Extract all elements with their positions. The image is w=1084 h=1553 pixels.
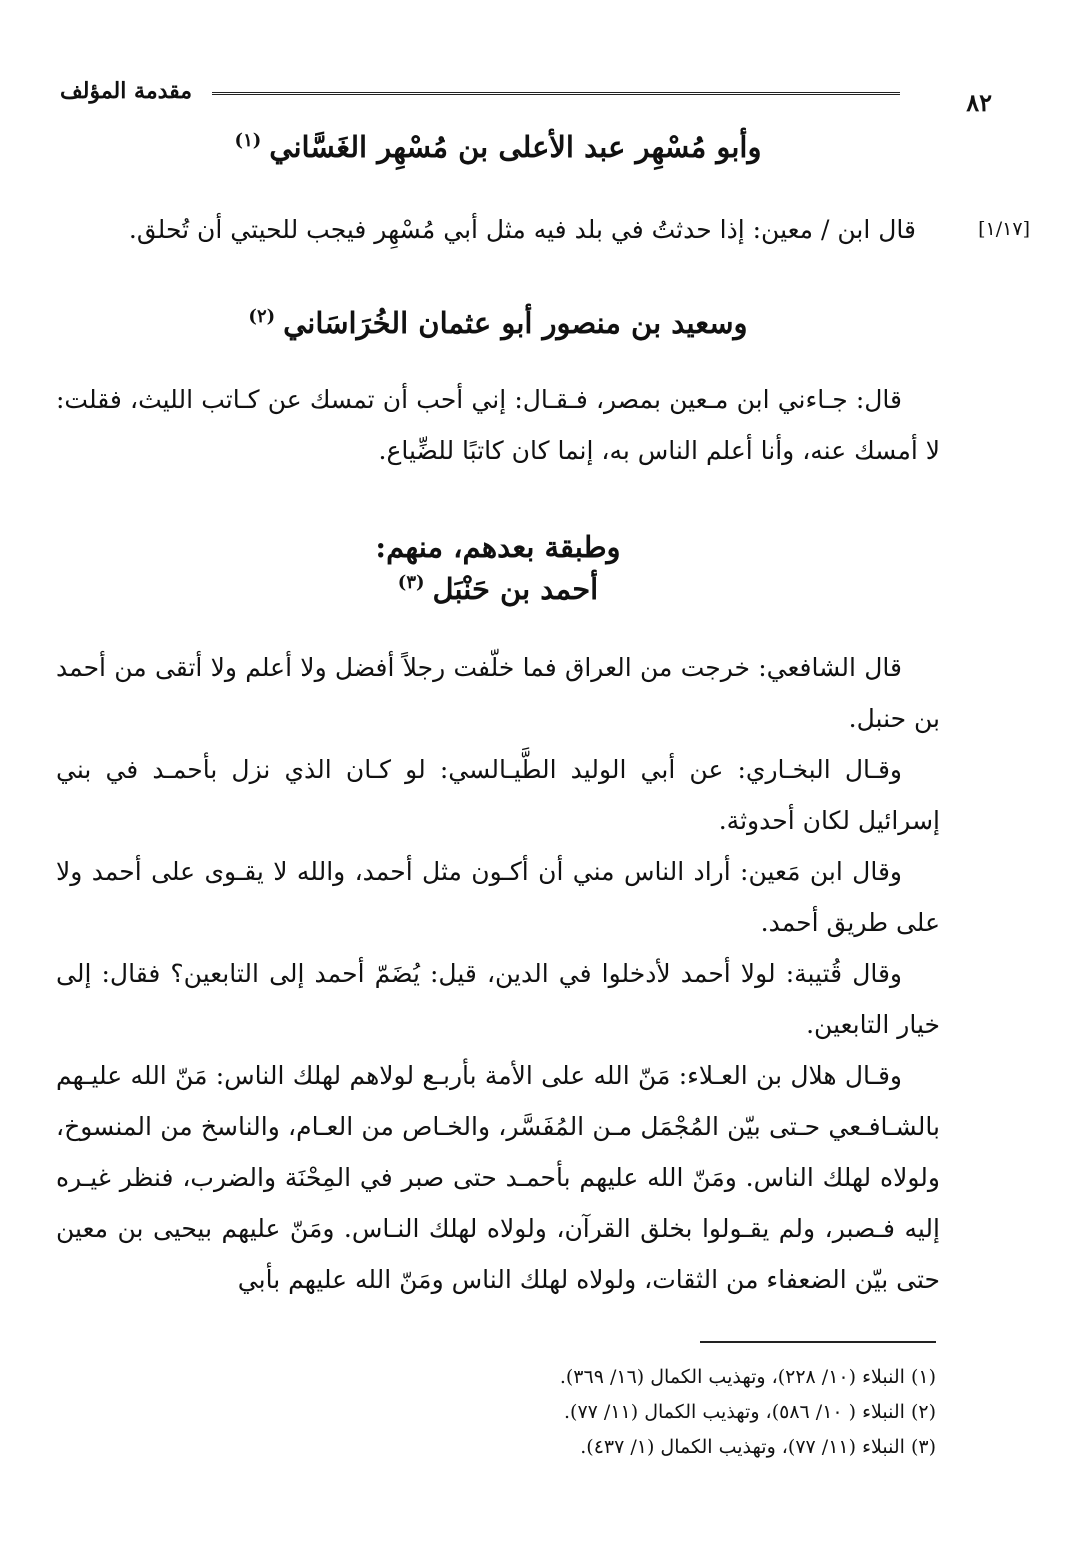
subsection-heading-next-generation	[56, 530, 940, 564]
footnotes	[56, 1360, 936, 1465]
section-heading-said-bin-mansur	[56, 306, 940, 340]
section-heading-ahmad-bin-hanbal	[56, 572, 940, 606]
paragraph: وقـال هلال بن العـلاء: مَنّ الله على الأمة بأربـع لولاهم لهلك الناس: مَنّ الله عليـهم بالشـافـعي حـتى بيّن المُجْمَل مـن المُفَسَّر، والخـاص من العـام، والناسخ من المنسوخ، ولولاه لهلك الناس. ومَنّ الله عليهم بأحمـد حتى صبر في المِحْنَة والضرب، فنظر غيـره إليه فـصبر، ولم يقـولوا بخلق القرآن، ولولاه لهلك النـاس. ومَنّ عليهم بيحيى بن معين حتى بيّن الضعفاء من الثقات، ولولاه لهلك الناس ومَنّ الله عليهم بأبي	[56, 1061, 940, 1294]
footnote-ref: (١)	[234, 130, 262, 152]
section-text-abu-mushir	[56, 204, 916, 255]
paragraph: قال: جـاءني ابن مـعين بمصر، فـقـال: إني أحب أن تمسك عن كـاتب الليث، فقلت: لا أمسك عنه، وأنا أعلم الناس به، إنما كان كاتبًا للضِّياع.	[56, 385, 940, 465]
margin-reference: [١/١٧]	[978, 218, 1030, 240]
paragraph: قال ابن / معين: إذا حدثتُ في بلد فيه مثل أبي مُسْهِر فيجب للحيتي أن تُحلق.	[128, 215, 916, 244]
footnote: (٢) النبلاء ( ١٠/ ٥٨٦)، وتهذيب الكمال (١١/ ٧٧).	[564, 1401, 936, 1423]
paragraph: وقـال البخـاري: عن أبي الوليد الطَّيـالسي: لو كـان الذي نزل بأحمـد في بني إسرائيل لكان أحدوثة.	[56, 755, 940, 835]
heading-text: أحمد بن حَنْبَل	[432, 572, 599, 606]
section-heading-abu-mushir	[56, 130, 940, 164]
heading-text: وطبقة بعدهم، منهم:	[375, 530, 621, 564]
footnote-ref: (٣)	[397, 572, 425, 594]
footnote-ref: (٢)	[248, 306, 276, 328]
footnote: (٣) النبلاء (١١/ ٧٧)، وتهذيب الكمال (١/ ٤٣٧).	[580, 1436, 936, 1458]
section-text-ahmad-bin-hanbal	[56, 642, 940, 1305]
paragraph: وقال ابن مَعين: أراد الناس مني أن أكـون مثل أحمد، والله لا يقـوى على أحمد ولا على طريق أحمد.	[56, 857, 940, 937]
paragraph: وقال قُتيبة: لولا أحمد لأدخلوا في الدين، قيل: يُضَمّ أحمد إلى التابعين؟ فقال: إلى خيار التابعين.	[56, 959, 940, 1039]
section-text-said-bin-mansur	[56, 374, 940, 476]
header-title: مقدمة المؤلف	[60, 78, 193, 104]
heading-text: وأبو مُسْهِر عبد الأعلى بن مُسْهِر الغَسَّاني	[269, 130, 762, 164]
page-number: ٨٢	[966, 88, 992, 117]
header-rule	[212, 92, 900, 95]
paragraph: قال الشافعي: خرجت من العراق فما خلّفت رجلاً أفضل ولا أعلم ولا أتقى من أحمد بن حنبل.	[56, 653, 940, 733]
footnote-separator	[700, 1341, 936, 1343]
heading-text: وسعيد بن منصور أبو عثمان الخُرَاسَاني	[283, 306, 748, 340]
footnote: (١) النبلاء (١٠/ ٢٢٨)، وتهذيب الكمال (١٦/ ٣٦٩).	[559, 1366, 936, 1388]
running-header	[60, 78, 1000, 117]
